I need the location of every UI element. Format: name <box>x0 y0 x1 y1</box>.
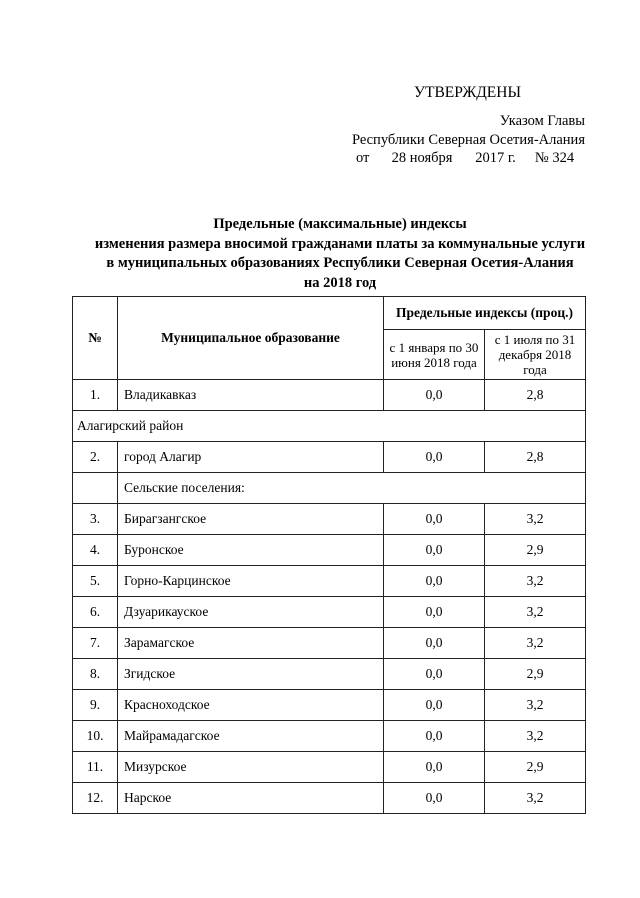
row-name: Бирагзангское <box>118 504 384 535</box>
row-name: Дзуарикауское <box>118 597 384 628</box>
row-value-1: 0,0 <box>384 659 485 690</box>
header-period-2: с 1 июля по 31 декабря 2018 года <box>485 330 586 380</box>
rural-settlements-label: Сельские поселения: <box>118 473 586 504</box>
header-num: № <box>73 297 118 380</box>
row-name: Зарамагское <box>118 628 384 659</box>
row-num: 11. <box>73 752 118 783</box>
row-value-1: 0,0 <box>384 690 485 721</box>
row-value-2: 3,2 <box>485 628 586 659</box>
row-value-1: 0,0 <box>384 597 485 628</box>
row-value-2: 2,8 <box>485 380 586 411</box>
decree-date <box>356 150 574 167</box>
indices-table <box>72 296 586 814</box>
row-num: 12. <box>73 783 118 814</box>
row-value-1: 0,0 <box>384 535 485 566</box>
table-row <box>73 783 586 814</box>
row-name: Згидское <box>118 659 384 690</box>
row-num: 8. <box>73 659 118 690</box>
row-name: Майрамадагское <box>118 721 384 752</box>
row-num: 3. <box>73 504 118 535</box>
title-line-3: в муниципальных образованиях Республики Северная Осетия-Алания <box>106 255 574 271</box>
table-row <box>73 690 586 721</box>
row-value-1: 0,0 <box>384 752 485 783</box>
decree-line-2: Республики Северная Осетия-Алания <box>351 132 585 148</box>
district-name: Алагирский район <box>73 411 586 442</box>
table-row <box>73 597 586 628</box>
row-value-2: 3,2 <box>485 597 586 628</box>
table-row <box>73 566 586 597</box>
row-name: Горно-Карцинское <box>118 566 384 597</box>
date-year: 2017 г. <box>475 150 516 166</box>
row-value-2: 2,9 <box>485 659 586 690</box>
date-value: 28 ноября <box>391 150 453 166</box>
row-value-2: 2,8 <box>485 442 586 473</box>
row-num: 1. <box>73 380 118 411</box>
table-row <box>73 659 586 690</box>
row-value-1: 0,0 <box>384 380 485 411</box>
row-num: 7. <box>73 628 118 659</box>
row-value-2: 3,2 <box>485 721 586 752</box>
row-value-2: 3,2 <box>485 504 586 535</box>
table-row <box>73 442 586 473</box>
decree-reference <box>330 112 585 150</box>
title-line-1: Предельные (максимальные) индексы <box>213 216 467 232</box>
row-num: 9. <box>73 690 118 721</box>
rural-header-row <box>73 473 586 504</box>
row-value-1: 0,0 <box>384 442 485 473</box>
district-row <box>73 411 586 442</box>
row-num: 2. <box>73 442 118 473</box>
document-title <box>60 215 620 293</box>
header-period-1: с 1 января по 30 июня 2018 года <box>384 330 485 380</box>
date-from: от <box>356 150 370 166</box>
table-row <box>73 380 586 411</box>
row-name: город Алагир <box>118 442 384 473</box>
row-name: Мизурское <box>118 752 384 783</box>
table-row <box>73 721 586 752</box>
row-name: Нарское <box>118 783 384 814</box>
row-value-1: 0,0 <box>384 566 485 597</box>
row-value-1: 0,0 <box>384 783 485 814</box>
row-value-2: 3,2 <box>485 690 586 721</box>
row-name: Владикавказ <box>118 380 384 411</box>
row-value-2: 2,9 <box>485 752 586 783</box>
row-num: 10. <box>73 721 118 752</box>
table-row <box>73 504 586 535</box>
row-num: 5. <box>73 566 118 597</box>
header-municipality: Муниципальное образование <box>118 297 384 380</box>
row-num: 6. <box>73 597 118 628</box>
row-num-empty <box>73 473 118 504</box>
table-row <box>73 628 586 659</box>
row-num: 4. <box>73 535 118 566</box>
header-indices: Предельные индексы (проц.) <box>384 297 586 330</box>
title-line-2: изменения размера вносимой гражданами платы за коммунальные услуги <box>94 235 586 252</box>
row-name: Красноходское <box>118 690 384 721</box>
row-value-1: 0,0 <box>384 504 485 535</box>
row-value-1: 0,0 <box>384 628 485 659</box>
title-line-4: на 2018 год <box>303 274 377 291</box>
decree-number: № 324 <box>534 150 575 166</box>
approved-stamp: УТВЕРЖДЕНЫ <box>414 84 521 101</box>
row-value-2: 2,9 <box>485 535 586 566</box>
decree-line-1: Указом Главы <box>499 113 585 129</box>
table-row <box>73 535 586 566</box>
table-row <box>73 752 586 783</box>
row-value-2: 3,2 <box>485 783 586 814</box>
row-value-2: 3,2 <box>485 566 586 597</box>
row-value-1: 0,0 <box>384 721 485 752</box>
row-name: Буронское <box>118 535 384 566</box>
